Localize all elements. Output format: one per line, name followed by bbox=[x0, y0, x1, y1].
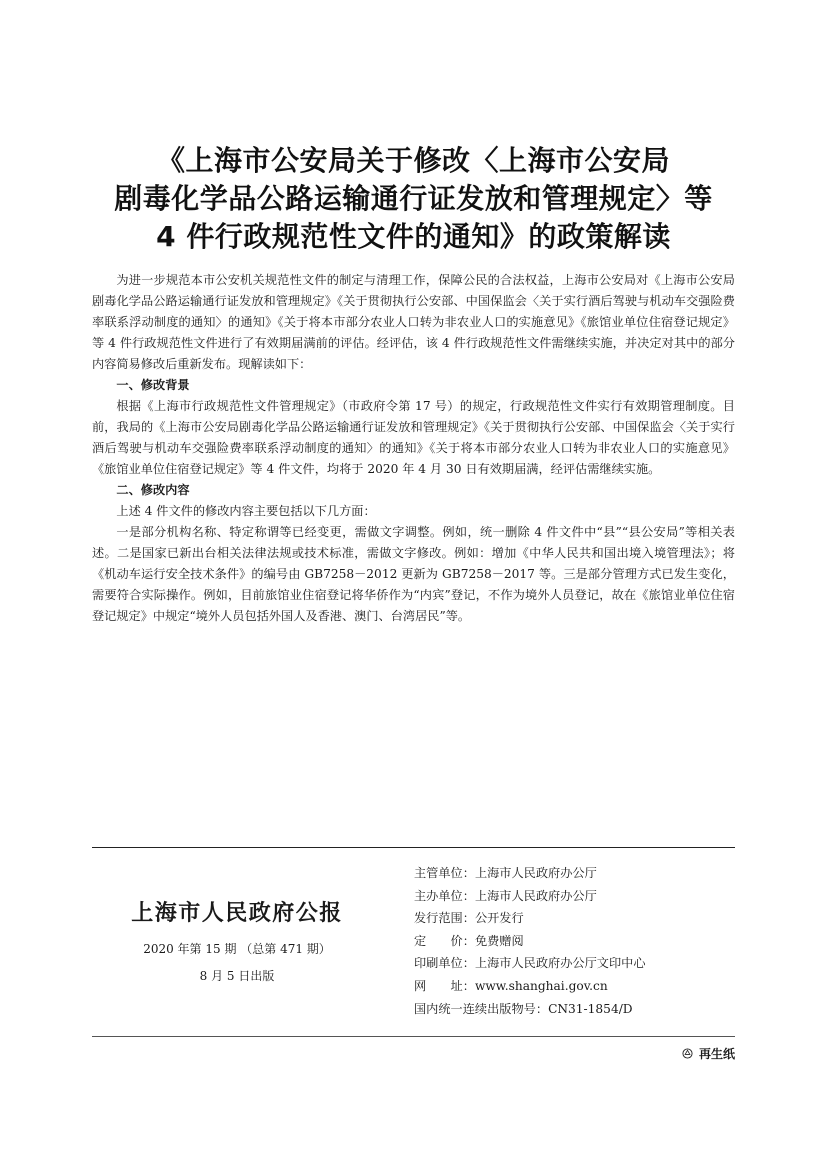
bottom-divider bbox=[92, 1036, 735, 1037]
info-label: 网 址： bbox=[414, 978, 475, 993]
info-value: 免费赠阅 bbox=[474, 933, 524, 948]
footer-divider bbox=[92, 847, 735, 848]
info-row-printer bbox=[414, 952, 646, 975]
section-1-heading: 一、修改背景 bbox=[116, 378, 190, 392]
info-label: 定 价： bbox=[414, 933, 475, 948]
publish-date: 8 月 5 日出版 bbox=[199, 969, 275, 983]
section-2-heading: 二、修改内容 bbox=[116, 483, 190, 497]
info-value: 公开发行 bbox=[474, 911, 524, 926]
info-row-serial-number bbox=[414, 998, 646, 1021]
recycled-paper-mark bbox=[682, 1045, 735, 1062]
info-row-distribution bbox=[414, 907, 646, 930]
document-title bbox=[92, 142, 735, 256]
gazette-name: 上海市人民政府公报 bbox=[131, 901, 343, 926]
intro-paragraph: 为进一步规范本市公安机关规范性文件的制定与清理工作，保障公民的合法权益，上海市公安局对《上海市公安局剧毒化学品公路运输通行证发放和管理规定》《关于贯彻执行公安部、中国保监会〈关于实行酒后驾驶与机动车交强险费率联系浮动制度的通知〉的通知》《关于将本市部分农业人口转为非农业人口的实施意见》《旅馆业单位住宿登记规定》等 4 件行政规范性文件进行了有效期届满前的评估。经评估，该 4 件行政规范性文件需继续实施，并决定对其中的部分内容简易修改后重新发布。现解读如下： bbox=[92, 273, 735, 371]
recycle-icon bbox=[682, 1048, 693, 1059]
title-line-3: 4 件行政规范性文件的通知》的政策解读 bbox=[156, 220, 671, 253]
publication-info bbox=[414, 862, 646, 1020]
info-value: 上海市人民政府办公厅文印中心 bbox=[474, 956, 646, 971]
recycled-paper-label: 再生纸 bbox=[698, 1047, 735, 1061]
info-label: 主办单位： bbox=[414, 888, 475, 903]
info-value: www.shanghai.gov.cn bbox=[474, 978, 608, 993]
title-line-1: 《上海市公安局关于修改〈上海市公安局 bbox=[156, 144, 670, 177]
info-value: 上海市人民政府办公厅 bbox=[474, 866, 597, 880]
info-label: 发行范围： bbox=[414, 911, 475, 926]
section-2-paragraph: 一是部分机构名称、特定称谓等已经变更，需做文字调整。例如，统一删除 4 件文件中“县”“县公安局”等相关表述。二是国家已新出台相关法律法规或技术标准，需做文字修改。例如：增加《中华人民共和国出境入境管理法》；将《机动车运行安全技术条件》的编号由 GB7258－2012 更新为 GB7258－2017 等。三是部分管理方式已发生变化，需要符合实际操作。例如，目前旅馆业住宿登记将华侨作为“内宾”登记，不作为境外人员登记，故在《旅馆业单位住宿登记规定》中规定“境外人员包括外国人及香港、澳门、台湾居民”等。 bbox=[92, 525, 735, 623]
info-value: CN31-1854/D bbox=[548, 1001, 633, 1016]
info-row-supervisor bbox=[414, 862, 646, 885]
info-label: 国内统一连续出版物号： bbox=[414, 1001, 549, 1016]
title-line-2: 剧毒化学品公路运输通行证发放和管理规定〉等 bbox=[114, 182, 713, 215]
info-value: 上海市人民政府办公厅 bbox=[474, 888, 597, 903]
info-label: 主管单位： bbox=[414, 866, 475, 880]
info-row-price bbox=[414, 930, 646, 953]
info-row-sponsor bbox=[414, 885, 646, 908]
article-body bbox=[92, 270, 735, 627]
info-row-website bbox=[414, 975, 646, 998]
issue-number: 2020 年第 15 期 （总第 471 期） bbox=[143, 942, 331, 956]
info-label: 印刷单位： bbox=[414, 956, 475, 971]
section-2-intro: 上述 4 件文件的修改内容主要包括以下几方面： bbox=[116, 504, 376, 518]
section-1-paragraph: 根据《上海市行政规范性文件管理规定》（市政府令第 17 号）的规定，行政规范性文件实行有效期管理制度。目前，我局的《上海市公安局剧毒化学品公路运输通行证发放和管理规定》《关于贯彻执行公安部、中国保监会〈关于实行酒后驾驶与机动车交强险费率联系浮动制度的通知〉的通知》《关于将本市部分农业人口转为非农业人口的实施意见》《旅馆业单位住宿登记规定》等 4 件文件，均将于 2020 年 4 月 30 日有效期届满，经评估需继续实施。 bbox=[92, 399, 735, 476]
